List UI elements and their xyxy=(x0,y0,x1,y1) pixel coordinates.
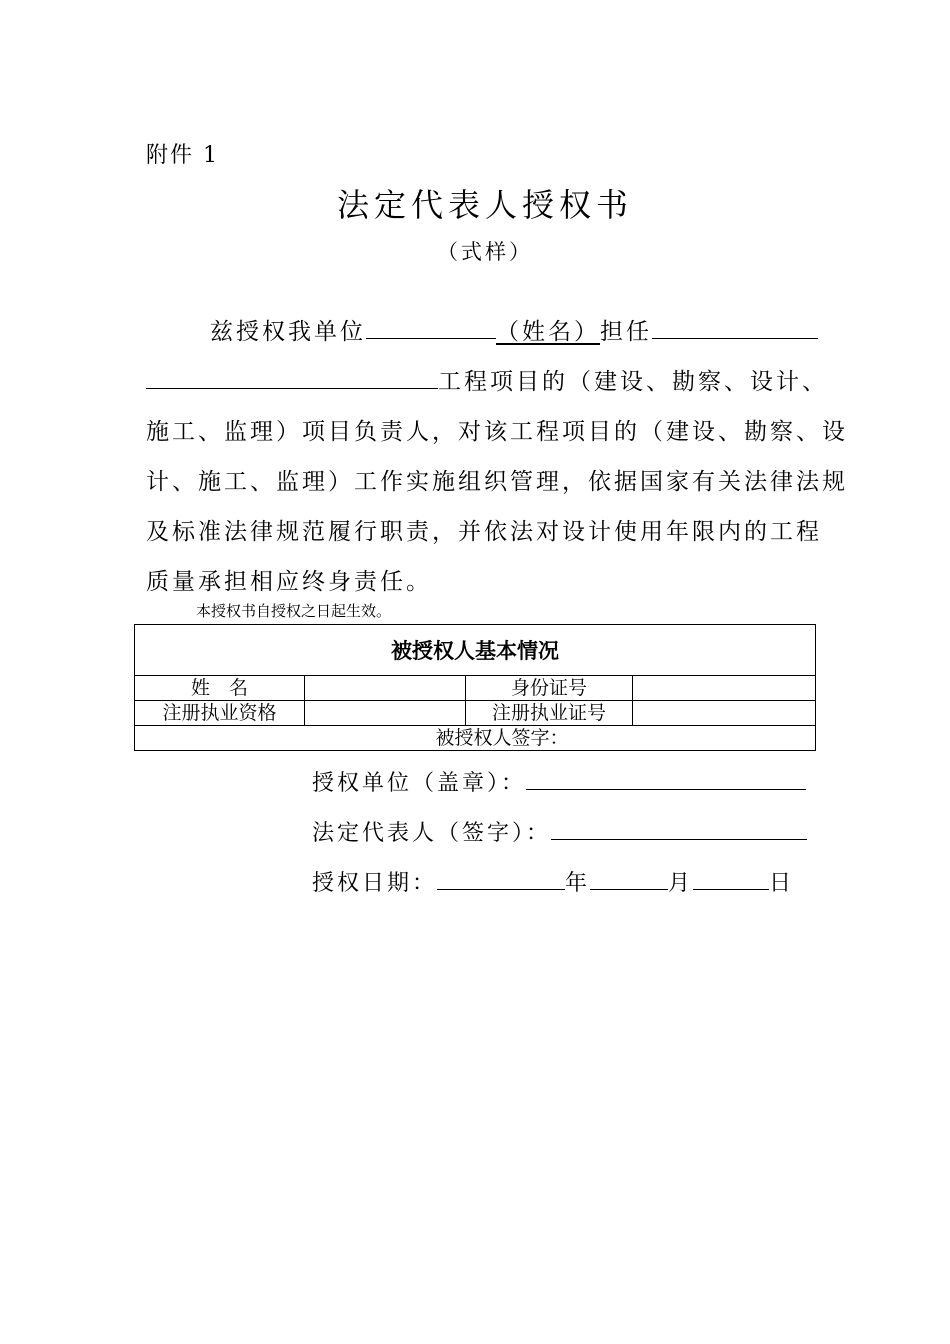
legal-rep-line xyxy=(312,816,807,847)
line2-text: 工程项目的（建设、勘察、设计、 xyxy=(438,369,828,395)
qualification-label: 注册执业资格 xyxy=(135,701,305,726)
unit-seal-blank[interactable] xyxy=(526,767,806,790)
cert-cell[interactable] xyxy=(633,701,816,726)
year-label: 年 xyxy=(565,871,591,896)
document-title: 法定代表人授权书 xyxy=(336,186,633,224)
signature-label: 被授权人签字： xyxy=(435,727,569,749)
day-label: 日 xyxy=(769,871,795,896)
document-subtitle: （式样） xyxy=(437,240,533,264)
project-blank-1[interactable] xyxy=(652,316,818,339)
body-line-1 xyxy=(210,313,818,346)
legal-rep-blank[interactable] xyxy=(551,817,807,840)
line1-prefix: 兹授权我单位 xyxy=(210,319,366,345)
id-label: 身份证号 xyxy=(466,676,633,701)
name-cell[interactable] xyxy=(305,676,466,701)
name-hint: （姓名） xyxy=(496,319,600,345)
effective-note: 本授权书自授权之日起生效。 xyxy=(196,602,392,620)
month-blank[interactable] xyxy=(590,867,668,890)
cert-label: 注册执业证号 xyxy=(466,701,633,726)
day-blank[interactable] xyxy=(693,867,769,890)
legal-rep-label: 法定代表人（签字）： xyxy=(312,821,552,846)
attachment-label: 附件 1 xyxy=(146,143,219,168)
name-label: 姓 名 xyxy=(135,676,305,701)
body-line-6: 质量承担相应终身责任。 xyxy=(146,569,432,595)
project-blank-2[interactable] xyxy=(146,366,438,389)
qualification-cell[interactable] xyxy=(305,701,466,726)
table-title: 被授权人基本情况 xyxy=(135,625,816,676)
body-line-2 xyxy=(146,363,828,396)
body-line-3: 施工、监理）项目负责人，对该工程项目的（建设、勘察、设 xyxy=(146,419,848,445)
unit-seal-label: 授权单位（盖章）： xyxy=(312,771,527,796)
line1-suffix: 担任 xyxy=(600,319,652,345)
id-cell[interactable] xyxy=(633,676,816,701)
authorized-person-table xyxy=(134,624,816,751)
unit-seal-line xyxy=(312,766,806,797)
unit-person-blank[interactable] xyxy=(366,316,496,339)
date-line xyxy=(312,866,794,897)
year-blank[interactable] xyxy=(437,867,565,890)
date-label: 授权日期： xyxy=(312,871,438,896)
month-label: 月 xyxy=(668,871,694,896)
body-line-4: 计、施工、监理）工作实施组织管理，依据国家有关法律法规 xyxy=(146,469,848,495)
body-line-5: 及标准法律规范履行职责，并依法对设计使用年限内的工程 xyxy=(146,519,822,545)
signature-row[interactable] xyxy=(135,726,816,751)
